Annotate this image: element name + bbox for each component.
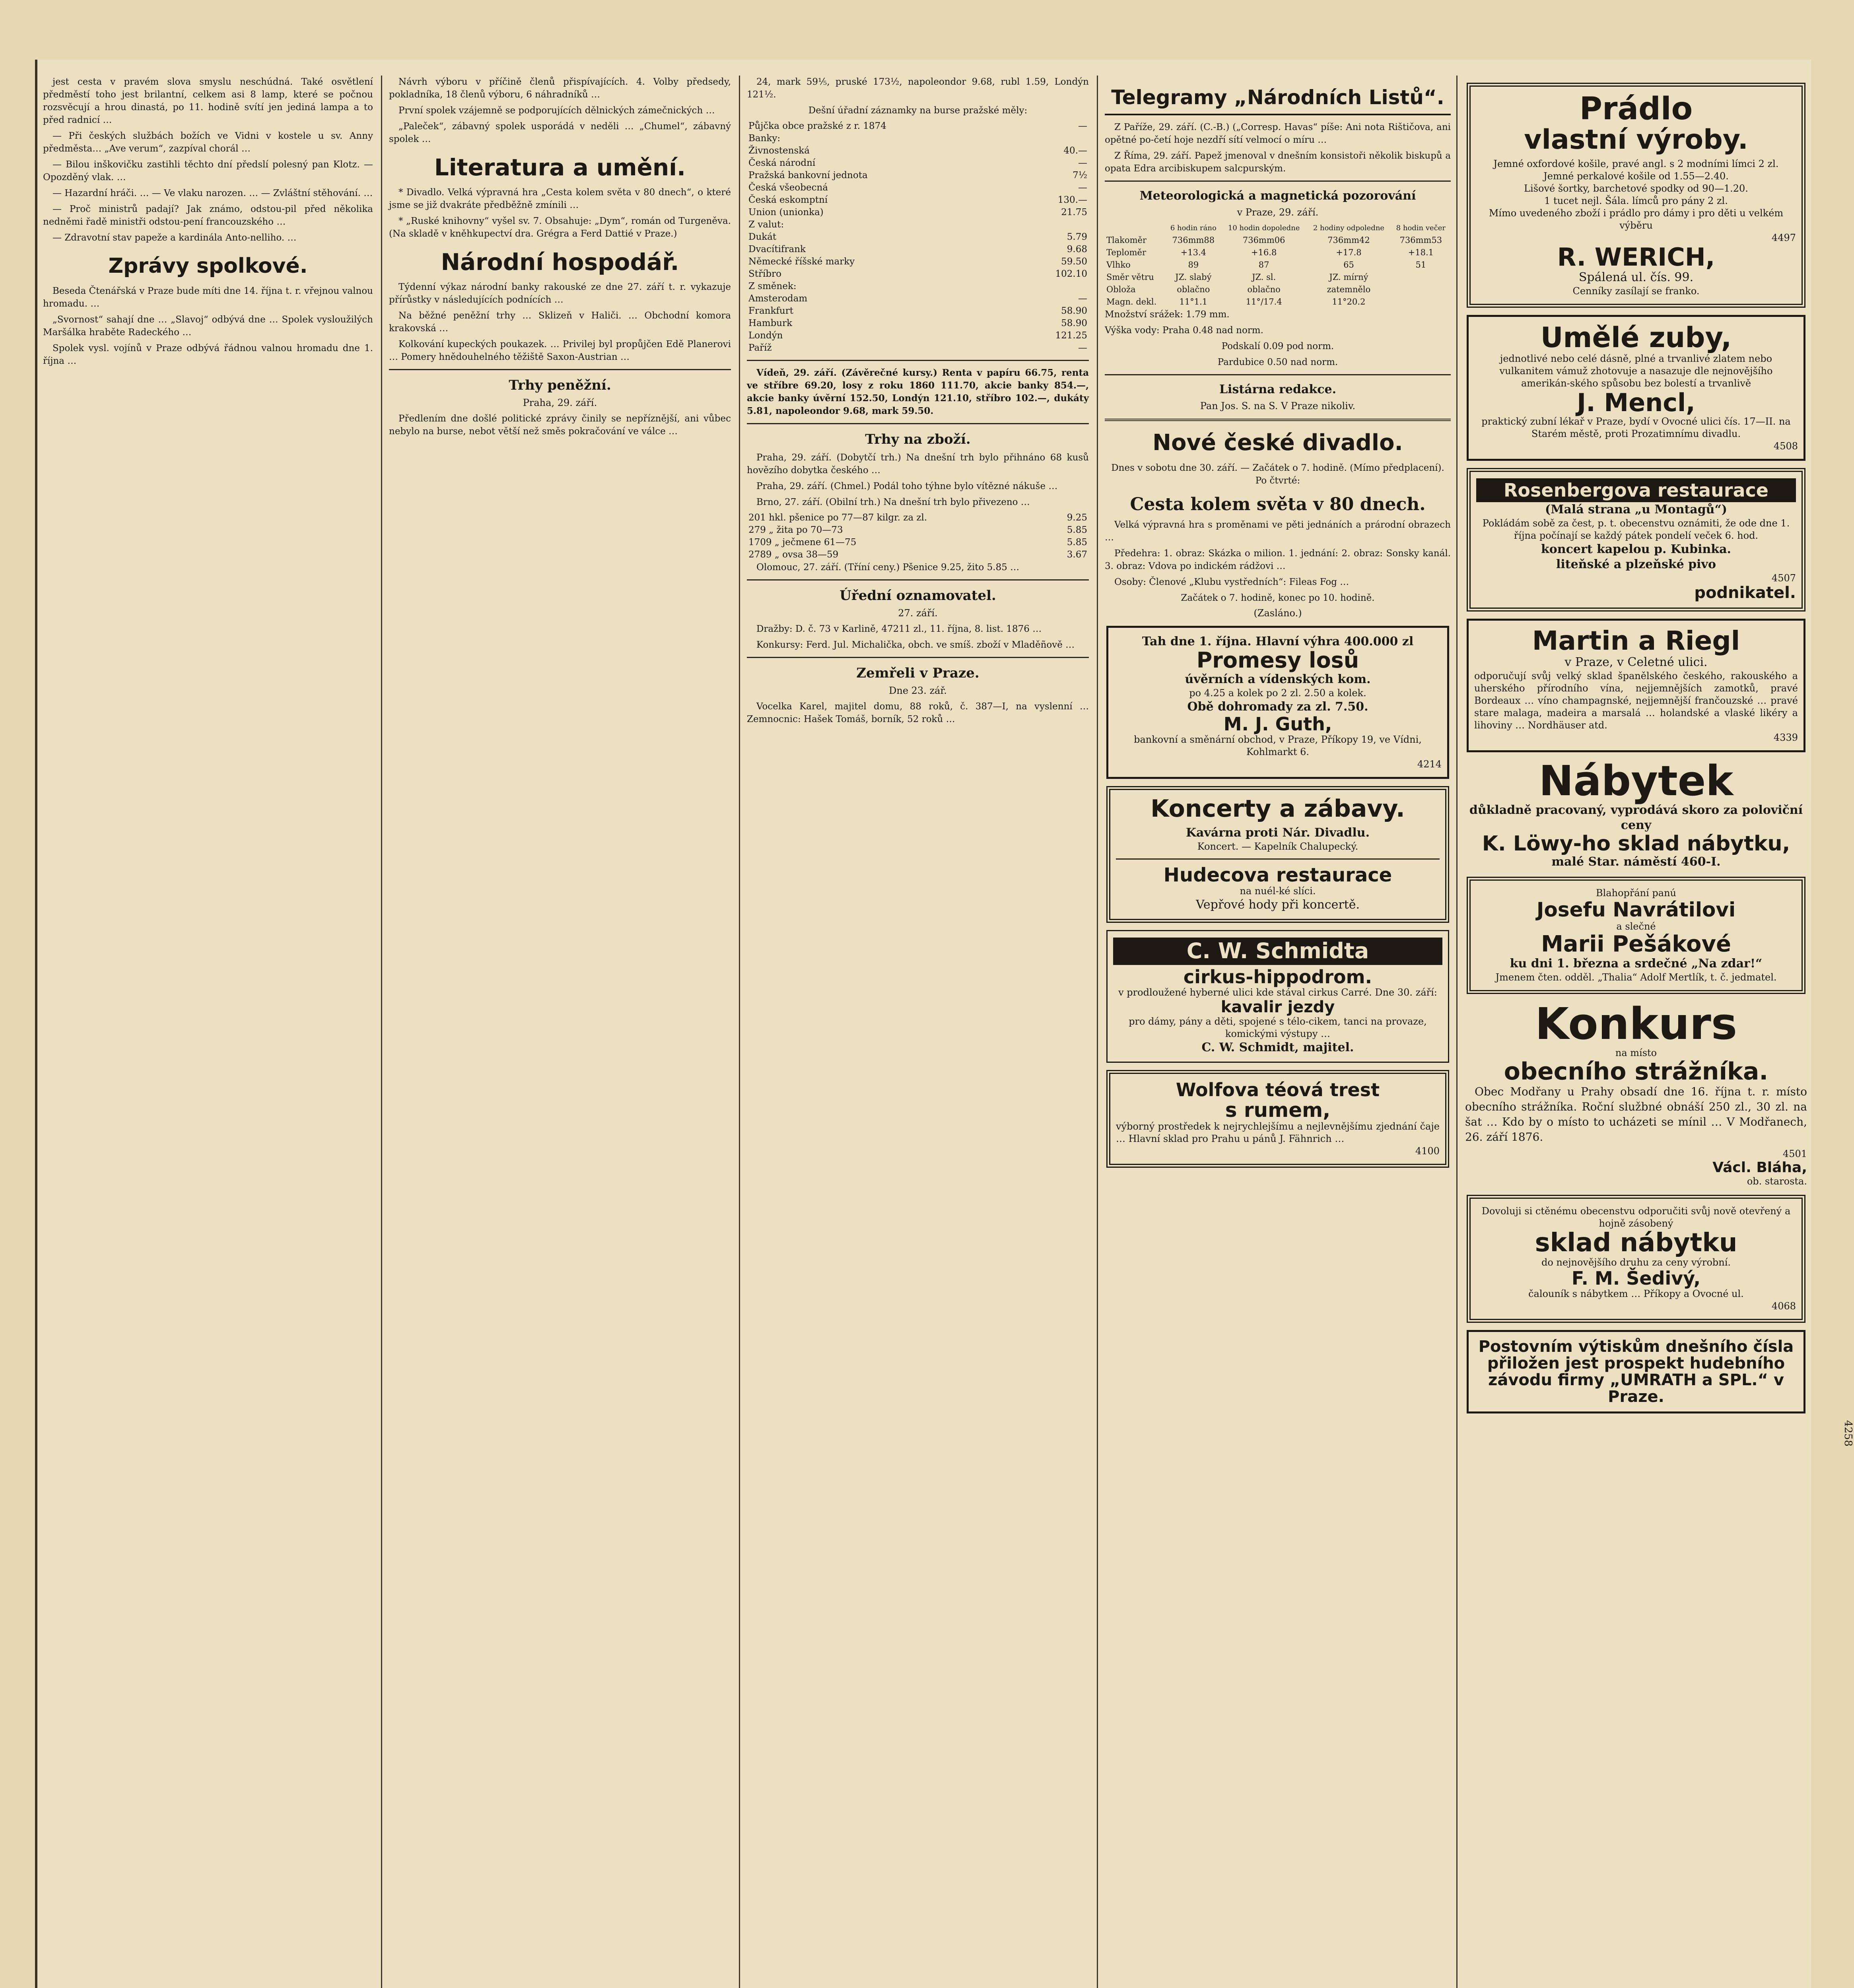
ad-text: Jemné oxfordové košile, pravé angl. s 2 modními límci 2 zl. <box>1493 158 1779 170</box>
ad-schmidt <box>1106 930 1449 1063</box>
ad-umrath <box>1467 1330 1805 1413</box>
ad-konkurs <box>1465 998 1807 1188</box>
ad-text: na nuél-ké slíci. <box>1240 885 1316 897</box>
ad-text: ku dni 1. března a srdečné „Na zdar!“ <box>1510 956 1763 971</box>
ad-text: Pokládám sobě za čest, p. t. obecenstvu oznámiti, že ode dne 1. října počínají se každý pátek pondelí veček 6. hod. <box>1482 518 1790 542</box>
divadlo-date: Dnes v sobotu dne 30. září. — Začátek o 7. hodině. (Mímo předplacení). Po čtvrté: <box>1111 463 1444 486</box>
row-label: Teploměr <box>1106 248 1146 257</box>
table-row <box>747 524 1089 536</box>
news-paragraph: Spolek vysl. vojínů v Praze odbývá řádnou valnou hromadu dne 1. října … <box>43 343 373 366</box>
ad-text: liteňské a plzeňské pivo <box>1556 557 1716 572</box>
ad-title: Konkurs <box>1535 998 1737 1049</box>
ad-wolfova <box>1106 1070 1449 1168</box>
row-label: Magn. dekl. <box>1106 297 1157 307</box>
column-header: 6 hodin ráno <box>1170 224 1217 232</box>
ad-title: Hudecova restaurace <box>1163 864 1392 886</box>
news-paragraph: Předehra: 1. obraz: Skázka o milion. 1. jednání: 2. obraz: Sonsky kanál. 3. obraz: Vdova po indickém rádžovi … <box>1105 548 1451 571</box>
news-paragraph: „Svornost“ sahají dne … „Slavoj“ odbývá dne … Spolek vysloužilých Maršálka hraběte Radeckého … <box>43 315 373 338</box>
table-row <box>747 280 1089 293</box>
column-header: 2 hodiny odpoledne <box>1313 224 1385 232</box>
table-row <box>1105 271 1451 283</box>
divider <box>1105 419 1451 421</box>
section-heading-narodni-hospodar: Národní hospodář. <box>441 248 679 276</box>
divider <box>1105 181 1451 182</box>
ad-promesy <box>1106 626 1449 779</box>
ad-number: 4100 <box>1415 1145 1440 1157</box>
table-row <box>747 536 1089 549</box>
ad-sign: Václ. Bláha, <box>1712 1159 1807 1176</box>
column-5 <box>1465 76 1807 1988</box>
row-label: Půjčka obce pražské z r. 1874 <box>748 121 886 131</box>
table-cell: 736mm42 <box>1327 235 1370 245</box>
ad-number: 4508 <box>1773 440 1798 452</box>
table-cell <box>1391 296 1451 308</box>
row-value: 121.25 <box>1055 330 1087 341</box>
meteo-note: Pardubice 0.50 nad norm. <box>1217 357 1338 367</box>
row-label: Amsterodam <box>748 293 808 304</box>
table-row <box>1105 283 1451 296</box>
row-label: Z směnek: <box>748 281 797 291</box>
ad-subtitle: vlastní výroby. <box>1524 124 1748 155</box>
meteo-note: Množství srážek: 1.79 mm. <box>1105 309 1230 320</box>
row-label: Z valut: <box>748 219 784 230</box>
ad-text: Spálená ul. čís. 99. <box>1578 270 1694 285</box>
ad-text: odporučují svůj velký sklad španělského českého, rakouského a uherského přírodního vína, nejjemnějších zamotků, pravé Bordeaux … víno champagnské, nejjemnější frančouzské … pravé stare malaga, madeira a marsalá … holandské a vlaské likéry a lihoviny … Nordhäuser atd. <box>1474 670 1798 731</box>
ad-text: Jemné perkalové košile od 1.55—2.40. <box>1543 171 1729 182</box>
news-paragraph: První spolek vzájemně se podporujících dělnických zámečnických … <box>398 105 715 116</box>
row-value: — <box>1078 121 1087 131</box>
table-row <box>747 243 1089 256</box>
ad-subtitle: s rumem, <box>1225 1098 1331 1122</box>
news-paragraph: — Při českých službách božích ve Vidni v kostele u sv. Anny předměsta… „Ave verum“, zazpíval chorál … <box>43 131 373 154</box>
table-row <box>747 132 1089 145</box>
row-value: 130.— <box>1057 195 1087 205</box>
ad-text: do nejnovějšího druhu za ceny výrobní. <box>1541 1257 1731 1268</box>
row-label: Frankfurt <box>748 306 793 316</box>
row-value: 5.79 <box>1067 232 1087 242</box>
ad-text: malé Star. náměstí 460-I. <box>1551 855 1721 869</box>
table-cell <box>1391 271 1451 283</box>
news-paragraph: Olomouc, 27. září. (Tříní ceny.) Pšenice 9.25, žito 5.85 … <box>756 562 1020 573</box>
table-cell: 736mm06 <box>1242 235 1285 245</box>
ad-nabytek <box>1465 756 1807 870</box>
news-paragraph: — Hazardní hráči. … — Ve vlaku narozen. … — Zvláštní stěhování. … <box>52 188 373 198</box>
table-cell: 65 <box>1343 260 1354 270</box>
ad-event: kavalir jezdy <box>1220 998 1335 1017</box>
table-row <box>747 512 1089 524</box>
ad-text: Koncert. — Kapelník Chalupecký. <box>1197 841 1358 852</box>
ad-title: Rosenbergova restaurace <box>1476 478 1796 502</box>
news-paragraph: „Paleček“, zábavný spolek usporádá v neděli … „Chumel“, zábavný spolek … <box>389 121 731 144</box>
ad-text: Lišové šortky, barchetové spodky od 90—1.20. <box>1524 183 1748 194</box>
ad-title: Promesy losů <box>1196 648 1359 673</box>
row-label: 201 hkl. pšenice po 77—87 kilgr. za zl. <box>748 513 927 523</box>
ad-subtitle: cirkus-hippodrom. <box>1183 966 1372 988</box>
ad-subtitle: obecního strážníka. <box>1504 1058 1768 1086</box>
news-paragraph: Velká výpravná hra s proměnami ve pěti jednáních a prárodní obrazech … <box>1105 520 1451 543</box>
row-value: 58.90 <box>1061 318 1087 328</box>
ad-sedivy <box>1467 1195 1805 1323</box>
table-cell: JZ. slabý <box>1175 272 1212 282</box>
ad-firm: M. J. Guth, <box>1223 713 1332 735</box>
news-paragraph: Týdenní výkaz národní banky rakouské ze dne 27. září t. r. vykazuje přírůstky v následujících podnících … <box>389 282 731 305</box>
ad-firm: K. Löwy-ho sklad nábytku, <box>1482 831 1790 856</box>
row-label: 1709 „ ječmene 61—75 <box>748 537 857 547</box>
dateline: Praha, 29. září. <box>523 397 597 408</box>
column-divider <box>1097 76 1098 1988</box>
news-paragraph: Praha, 29. září. (Dobytčí trh.) Na dnešní trh bylo přihnáno 68 kusů hovězího dobytka českého … <box>747 452 1089 476</box>
row-value: — <box>1078 343 1087 353</box>
row-label: Londýn <box>748 330 783 341</box>
row-value: — <box>1078 182 1087 193</box>
table-row <box>747 256 1089 268</box>
row-value: 3.67 <box>1067 549 1087 560</box>
row-value: 58.90 <box>1061 306 1087 316</box>
news-paragraph: Vídeň, 29. září. (Závěrečné kursy.) Renta v papíru 66.75, renta ve stříbre 69.20, losy z roku 1860 111.70, akcie banky 854.—, akcie banky úvěrní 152.50, Londýn 121.10, stříbro 102.—, dukáty 5.81, napoleondor 9.68, mark 59.50. <box>747 367 1089 416</box>
table-cell: +13.4 <box>1180 248 1206 257</box>
ad-subtitle: důkladně pracovaný, vyprodává skoro za poloviční ceny <box>1469 803 1803 832</box>
row-value <box>1020 132 1089 145</box>
ad-koncerty <box>1106 786 1449 923</box>
ad-event: koncert kapelou p. Kubinka. <box>1541 542 1731 557</box>
table-cell: JZ. mírný <box>1329 272 1368 282</box>
zaslano-label: (Zasláno.) <box>1253 608 1302 619</box>
table-row <box>1105 259 1451 271</box>
table-row <box>747 317 1089 330</box>
row-label: Česká všeobecná <box>748 182 828 193</box>
divider <box>747 423 1089 424</box>
meteo-note: Podskalí 0.09 pod norm. <box>1221 341 1334 351</box>
table-cell: +18.1 <box>1408 248 1434 257</box>
table-cell: 11°/17.4 <box>1246 297 1282 307</box>
ad-rosenberg <box>1467 468 1805 612</box>
ad-text: Mímo uvedeného zboží i prádlo pro dámy i pro děti u velkém výběru <box>1489 208 1784 231</box>
ad-text: Cenníky zasílají se franko. <box>1572 285 1700 297</box>
news-paragraph: Kolkování kupeckých poukazek. … Privilej byl propůjčen Edě Planerovi … Pomery hnědouhelného těžiště Saxon-Austrian … <box>389 339 731 362</box>
news-paragraph: Vocelka Karel, majitel domu, 88 roků, č. 387—I, na vyslenní … Zemnocnic: Hašek Tomáš, borník, 52 roků … <box>747 701 1089 724</box>
divadlo-play: Cesta kolem světa v 80 dnech. <box>1130 494 1426 514</box>
ad-zuby <box>1467 315 1805 461</box>
ad-firm: J. Mencl, <box>1577 388 1695 417</box>
table-row <box>747 145 1089 157</box>
row-label: Česká národní <box>748 158 816 168</box>
row-value: 102.10 <box>1055 269 1087 279</box>
ad-number: 4214 <box>1417 758 1442 770</box>
row-label: Obloža <box>1106 285 1136 294</box>
table-cell: 89 <box>1188 260 1199 270</box>
news-paragraph: Brno, 27. září. (Obilní trh.) Na dnešní trh bylo přivezeno … <box>756 497 1030 507</box>
news-paragraph: Předlením dne došlé politické zprávy činily se nepříznější, ani vůbec nebylo na burse, nebot větší než směs pokračování ve válce … <box>389 414 731 437</box>
ad-text: Obec Modřany u Prahy obsadí dne 16. října t. r. místo obecního strážníka. Roční službné obnáší 250 zl., 30 zl. na šat … Kdo by o místo to ucházeti se mínil … V Modřanech, 26. září 1876. <box>1465 1085 1807 1144</box>
section-heading-uredni: Úřední oznamovatel. <box>840 588 996 604</box>
ad-pradlo <box>1467 83 1805 308</box>
table-row <box>1105 247 1451 259</box>
section-heading-zpravy: Zprávy spolkové. <box>108 254 308 278</box>
table-cell: +16.8 <box>1251 248 1277 257</box>
row-value: 9.68 <box>1067 244 1087 254</box>
news-paragraph: Na běžné peněžní trhy … Sklizeň v Haliči. … Obchodní komora krakovská … <box>389 311 731 334</box>
news-paragraph: Dražby: D. č. 73 v Karlině, 47211 zl., 11. října, 8. list. 1876 … <box>756 624 1042 634</box>
table-row <box>747 169 1089 182</box>
ad-text: Postovním výtiskům dnešního čísla přiložen jest prospekt hudebního závodu firmy „UMRATH a SPL.“ v Praze. <box>1478 1338 1794 1406</box>
table-row <box>1105 296 1451 308</box>
table-cell: JZ. sl. <box>1252 272 1276 282</box>
meteo-heading: Meteorologická a magnetická pozorování <box>1139 189 1416 203</box>
news-paragraph: — Zdravotní stav papeže a kardinála Anto-nelliho. … <box>52 233 297 243</box>
news-paragraph: Praha, 29. září. (Chmel.) Podál toho týhne bylo vítězné nákuše … <box>756 481 1058 491</box>
row-label: Hamburk <box>748 318 793 328</box>
ad-number: 4507 <box>1771 573 1796 584</box>
row-label: Paříž <box>748 343 772 353</box>
meteo-place: v Praze, 29. září. <box>1237 207 1319 218</box>
dateline: 27. září. <box>898 608 938 619</box>
ad-sign: Jmenem čten. odděl. „Thalia“ Adolf Mertlík, t. č. jedmatel. <box>1495 971 1777 983</box>
row-label: Stříbro <box>748 269 781 279</box>
ad-sign: C. W. Schmidt, majitel. <box>1201 1041 1354 1055</box>
column-header <box>1105 222 1165 234</box>
ad-number: 4339 <box>1773 732 1798 743</box>
page-number: 4258 <box>1842 1420 1854 1447</box>
ad-title: Josefu Navrátilovi <box>1536 898 1736 922</box>
divider <box>1105 374 1451 375</box>
news-paragraph: * Divadlo. Velká výpravná hra „Cesta kolem světa v 80 dnech“, o které jsme se již dvakráte předběžně zmínili … <box>389 187 731 210</box>
row-value: — <box>1078 158 1087 168</box>
news-paragraph: Z Říma, 29. září. Papež jmenoval v dnešním konsistoři několik biskupů a opata Edra arcibiskupem salcpurským. <box>1105 151 1451 174</box>
table-row <box>747 342 1089 354</box>
news-paragraph: jest cesta v pravém slova smyslu neschúdná. Také osvětlení předměstí toho jest brilantní, celkem asi 8 lamp, které se počnou rozsvěcují a hrou dinastá, po 11. hodině svítí jen jediná lampa a to před radnicí … <box>43 77 373 125</box>
ad-text: 1 tucet nejl. Šála. límců pro pány 2 zl. <box>1544 195 1728 207</box>
news-paragraph: — Bilou inškovičku zastihli těchto dní předslí polesný pan Klotz. — Opozděný vlak. … <box>43 159 373 182</box>
news-paragraph: Beseda Čtenářská v Praze bude míti dne 14. října t. r. vřejnou valnou hromadu. … <box>43 286 373 309</box>
table-row <box>747 206 1089 219</box>
row-label: Union (unionka) <box>748 207 824 217</box>
ad-title: Umělé zuby, <box>1540 321 1732 354</box>
row-label: 279 „ žita po 70—73 <box>748 525 843 535</box>
ad-title: C. W. Schmidta <box>1113 938 1442 965</box>
row-value: 9.25 <box>1067 513 1087 523</box>
divider <box>747 360 1089 361</box>
table-row <box>747 182 1089 194</box>
grain-table <box>747 512 1089 561</box>
row-label: 2789 „ ovsa 38—59 <box>748 549 839 560</box>
ad-text: ob. starosta. <box>1747 1175 1807 1187</box>
ad-text: Vepřové hody při koncertě. <box>1195 898 1360 912</box>
ad-text: po 4.25 a kolek po 2 zl. 2.50 a kolek. <box>1189 687 1366 699</box>
meteo-note: Výška vody: Praha 0.48 nad norm. <box>1105 325 1263 336</box>
ad-sign: podnikatel. <box>1694 584 1796 602</box>
ad-subtitle: v Praze, v Celetné ulici. <box>1564 655 1708 669</box>
ad-subtitle: úvěrních a vídenských kom. <box>1185 672 1371 686</box>
news-paragraph: Začátek o 7. hodině, konec po 10. hodině. <box>1181 593 1375 603</box>
table-row <box>747 549 1089 561</box>
ad-text: Dovoluji si ctěnému obecenstvu odporučiti svůj nově otevřený a hojně zásobený <box>1481 1205 1791 1229</box>
ad-text: Obě dohromady za zl. 7.50. <box>1187 699 1368 714</box>
table-row <box>1105 234 1451 247</box>
table-row <box>747 293 1089 305</box>
ad-text: jednotlivé nebo celé dásně, plné a trvanlivé zlatem nebo vulkanitem vámuž zhotovuje a nasazuje dle nejnovějšího amerikán-ského spůsobu bez bolestí a trvanlivě <box>1499 353 1773 389</box>
ad-text: pro dámy, pány a děti, spojené s télo-cikem, tanci na provaze, komickými výstupy … <box>1129 1016 1427 1040</box>
news-paragraph: Z Paříže, 29. září. (C.-B.) („Corresp. Havas“ píše: Ani nota Rištičova, ani opětné po-četí hoje nezdří sítí velmocí o míru … <box>1105 122 1451 145</box>
table-cell: oblačno <box>1247 285 1281 294</box>
table-cell <box>1391 283 1451 296</box>
ad-number: 4501 <box>1782 1148 1807 1160</box>
table-cell: 736mm88 <box>1172 235 1215 245</box>
table-cell: 11°20.2 <box>1332 297 1366 307</box>
news-paragraph: Osoby: Členové „Klubu vystředních“: Fileas Fog … <box>1114 577 1349 587</box>
divider <box>747 579 1089 580</box>
news-paragraph: Návrh výboru v příčině členů přispívajících. 4. Volby předsedy, pokladníka, 18 členů výboru, 6 náhradníků … <box>389 77 731 100</box>
divider <box>389 369 731 370</box>
row-value: 5.85 <box>1067 537 1087 547</box>
telegramy-heading: Telegramy „Národních Listů“. <box>1105 84 1451 115</box>
table-header-row <box>1105 222 1451 234</box>
section-heading-trhy-zbozi: Trhy na zboží. <box>865 431 971 447</box>
ad-subtitle: Kavárna proti Nár. Divadlu. <box>1185 825 1370 840</box>
ad-text: v prodloužené hyberné ulici kde stával cirkus Carré. Dne 30. září: <box>1118 987 1437 998</box>
column-divider <box>381 76 382 1988</box>
redakce-text: Pan Jos. S. na S. V Praze nikoliv. <box>1200 400 1356 412</box>
ad-title: sklad nábytku <box>1535 1228 1737 1258</box>
burse-intro: Dešní úřadní záznamky na burse pražské měly: <box>808 105 1028 116</box>
ad-text: bankovní a směnární obchod, v Praze, Příkopy 19, ve Vídni, Kohlmarkt 6. <box>1134 734 1422 757</box>
ad-number: 4497 <box>1771 232 1796 244</box>
column-divider <box>739 76 740 1988</box>
ad-number: 4068 <box>1771 1301 1796 1312</box>
ad-text: na místo <box>1615 1047 1657 1059</box>
ad-martin-riegl <box>1467 619 1805 752</box>
column-divider <box>1456 76 1458 1988</box>
table-row <box>747 120 1089 132</box>
row-label: Vlhko <box>1106 260 1131 270</box>
ad-text: čalouník s nábytkem … Příkopy a Ovocné ul. <box>1528 1288 1744 1300</box>
ad-text: praktický zubní lékař v Praze, bydí v Ovocné ulici čís. 17—II. na Starém městě, proti Prozatimnímu divadlu. <box>1481 415 1791 439</box>
row-value: — <box>1078 293 1087 304</box>
table-row <box>747 194 1089 206</box>
table-cell: 11°1.1 <box>1179 297 1208 307</box>
row-value: 5.85 <box>1067 525 1087 535</box>
ad-text: Blahopřání panú <box>1596 887 1677 899</box>
dateline: Dne 23. zář. <box>889 685 947 696</box>
burse-table <box>747 120 1089 354</box>
row-label: Směr větru <box>1106 272 1154 282</box>
table-cell: +17.8 <box>1336 248 1362 257</box>
meteo-table <box>1105 222 1451 308</box>
ad-title: Wolfova téová trest <box>1176 1079 1380 1101</box>
ad-title: Nábytek <box>1539 756 1734 805</box>
ad-title: Prádlo <box>1579 91 1693 127</box>
ad-firm: F. M. Šedivý, <box>1571 1268 1701 1289</box>
column-header: 8 hodin večer <box>1396 224 1446 232</box>
ad-text: a slečné <box>1616 920 1656 932</box>
column-4 <box>1105 76 1451 1988</box>
table-row <box>747 268 1089 280</box>
row-label: Pražská bankovní jednota <box>748 170 868 181</box>
section-heading-zemreli: Zemřeli v Praze. <box>856 665 979 681</box>
row-value <box>1020 280 1089 293</box>
row-value: 59.50 <box>1061 256 1087 267</box>
ad-text: Tah dne 1. října. Hlavní výhra 400.000 zl <box>1142 635 1414 648</box>
table-row <box>747 330 1089 342</box>
row-label: Tlakoměr <box>1106 235 1147 245</box>
row-value: 21.75 <box>1061 207 1087 217</box>
newspaper-page <box>35 60 1854 1988</box>
row-label: Německé říšské marky <box>748 256 855 267</box>
table-cell: 51 <box>1415 260 1426 270</box>
table-row <box>747 157 1089 169</box>
news-paragraph: Konkursy: Ferd. Jul. Michalička, obch. ve smíš. zboží v Mladěñově … <box>756 640 1075 650</box>
row-label: Dvacítifrank <box>748 244 806 254</box>
ad-firm: R. WERICH, <box>1557 243 1715 272</box>
column-header: 10 hodin dopoledne <box>1228 224 1300 232</box>
column-1 <box>43 76 373 1988</box>
row-label: Česká eskomptní <box>748 195 828 205</box>
section-heading-literatura: Literatura a umění. <box>434 154 686 181</box>
row-value <box>1020 219 1089 231</box>
table-row <box>747 219 1089 231</box>
ad-title: Marii Pešákové <box>1541 931 1731 957</box>
table-row <box>747 231 1089 243</box>
row-label: Banky: <box>748 133 781 144</box>
row-value: 7½ <box>1073 170 1087 181</box>
divider <box>747 657 1089 658</box>
row-value: 40.— <box>1063 146 1087 156</box>
table-cell: 87 <box>1258 260 1269 270</box>
table-row <box>747 305 1089 317</box>
column-3 <box>747 76 1089 1988</box>
ad-title: Martin a Riegl <box>1532 625 1740 656</box>
ad-title: Koncerty a zábavy. <box>1150 794 1405 823</box>
news-paragraph: 24, mark 59⅕, pruské 173½, napoleondor 9.68, rubl 1.59, Londýn 121½. <box>747 77 1089 100</box>
table-cell: zatemnělo <box>1327 285 1371 294</box>
divider <box>1116 858 1440 860</box>
row-label: Živnostenská <box>748 146 810 156</box>
ad-text: výborný prostředek k nejrychlejšímu a nejlevnějšímu zjednání čaje … Hlavní sklad pro Prahu u pánů J. Fähnrich … <box>1116 1121 1440 1145</box>
news-paragraph: — Proč ministrů padají? Jak známo, odstou-pil před několika nedněmi řadě ministři odstou-pení francouzského … <box>43 204 373 227</box>
ad-subtitle: (Malá strana „u Montagů“) <box>1545 503 1727 517</box>
redakce-heading: Listárna redakce. <box>1219 382 1337 396</box>
divadlo-heading: Nové české divadlo. <box>1152 430 1403 456</box>
section-heading-trhy-penezni: Trhy peněžní. <box>509 377 611 393</box>
news-paragraph: * „Ruské knihovny“ vyšel sv. 7. Obsahuje: „Dym“, román od Turgeněva. (Na skladě v kněhkupectví dra. Grégra a Ferd Dattié v Praze.) <box>389 216 731 239</box>
table-cell: 736mm53 <box>1399 235 1442 245</box>
column-2 <box>389 76 731 1988</box>
table-cell: oblačno <box>1177 285 1210 294</box>
row-label: Dukát <box>748 232 777 242</box>
ad-blahoprani <box>1467 877 1805 994</box>
